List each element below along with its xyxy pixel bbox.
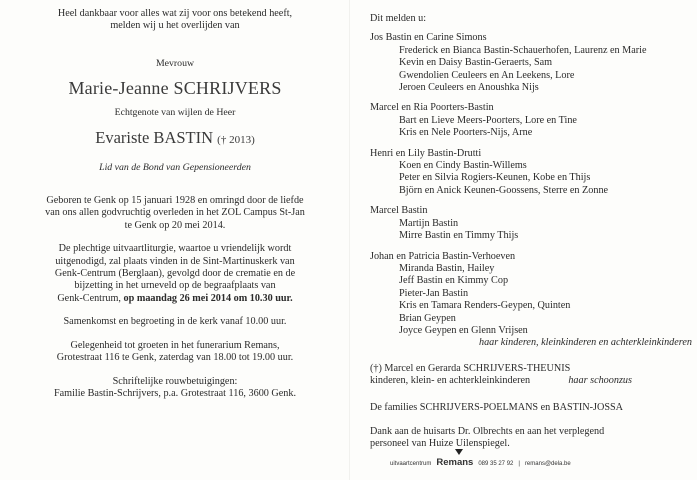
footer-email: remans@dela.be — [524, 461, 571, 467]
title-mevrouw: Mevrouw — [155, 57, 195, 69]
right-panel — [370, 13, 692, 451]
triangle-marker-icon — [455, 449, 463, 455]
deceased-name: Marie-Jeanne SCHRIJVERS — [68, 78, 282, 99]
theunis-children-line — [370, 375, 632, 387]
family-group — [370, 102, 692, 139]
family-member-line: Kris en Tamara Renders-Geypen, Quinten — [399, 300, 571, 312]
funeral-home-footer — [390, 457, 571, 468]
family-group — [370, 32, 692, 94]
gathering-text: Samenkomst en begroeting in de kerk vanaf 10.00 uur. — [63, 316, 287, 328]
family-member-line: Bart en Lieve Meers-Poorters, Lore en Tine — [399, 114, 577, 126]
footer-prefix: uitvaartcentrum — [390, 461, 432, 467]
paragraph-line: Schriftelijke rouwbetuigingen: — [112, 375, 238, 387]
theunis-line: (†) Marcel en Gerarda SCHRIJVERS-THEUNIS — [370, 362, 571, 374]
intro-text — [14, 8, 336, 33]
family-group — [370, 148, 692, 198]
family-group-head: Marcel en Ria Poorters-Bastin — [370, 102, 494, 114]
paragraph-line: van ons allen godvruchtig overleden in het ZOL Campus St-Jan — [45, 207, 305, 219]
families-line: De families SCHRIJVERS-POELMANS en BASTIN-JOSSA — [370, 401, 624, 413]
thanks-line: Dank aan de huisarts Dr. Olbrechts en aan het verplegend — [370, 425, 605, 437]
family-member-line: Koen en Cindy Bastin-Willems — [399, 160, 527, 172]
intro-line: melden wij u het overlijden van — [110, 20, 240, 32]
spouse-name-line — [14, 128, 336, 150]
condolence-paragraph — [14, 376, 336, 401]
theunis-children: kinderen, klein- en achterkleinkinderen — [370, 375, 531, 387]
family-member-line: Kris en Nele Poorters-Nijs, Arne — [399, 127, 533, 139]
membership: Lid van de Bond van Gepensioneerden — [99, 161, 251, 173]
family-member-line: Frederick en Bianca Bastin-Schauerhofen, Laurenz en Marie — [399, 44, 647, 56]
paragraph-line: Familie Bastin-Schrijvers, p.a. Grotestraat 116, 3600 Genk. — [53, 387, 297, 399]
paragraph-line: te Genk op 20 mei 2014. — [124, 219, 226, 231]
footer-phone: 089 35 27 92 — [478, 461, 514, 467]
paragraph-line: uitgenodigd, zal plaats vinden in de Sint-Martinuskerk van — [55, 255, 295, 267]
family-member-line: Brian Geypen — [399, 312, 456, 324]
spouse-death-year: († 2013) — [217, 133, 255, 146]
family-groups — [370, 32, 692, 337]
family-group — [370, 251, 692, 338]
intro-line: Heel dankbaar voor alles wat zij voor ons betekend heeft, — [57, 8, 293, 19]
paragraph-line: De plechtige uitvaartliturgie, waartoe u vriendelijk wordt — [58, 243, 292, 255]
spouse-intro: Echtgenote van wijlen de Heer — [114, 107, 236, 119]
left-panel — [14, 8, 336, 400]
card-fold — [349, 0, 350, 480]
family-member-line: Mirre Bastin en Timmy Thijs — [399, 230, 519, 242]
family-member-line: Kevin en Daisy Bastin-Geraerts, Sam — [399, 57, 553, 69]
family-member-line: Jeff Bastin en Kimmy Cop — [399, 275, 509, 287]
paragraph-line: Geboren te Genk op 15 januari 1928 en omringd door de liefde — [46, 195, 304, 207]
family-member-line: Peter en Silvia Rogiers-Keunen, Kobe en Thijs — [399, 172, 591, 184]
family-heading: Dit melden u: — [370, 13, 427, 24]
thanks-line: personeel van Huize Uilenspiegel. — [370, 438, 510, 450]
grandchildren-note: haar kinderen, kleinkinderen en achterkleinkinderen — [478, 337, 692, 349]
ceremony-datetime: op maandag 26 mei 2014 om 10.30 uur. — [123, 292, 293, 304]
family-group-head: Marcel Bastin — [370, 205, 428, 217]
ceremony-paragraph — [14, 243, 336, 305]
thanks-paragraph — [370, 426, 692, 451]
paragraph-line: bijzetting in het urneveld op de begraafplaats van — [74, 280, 276, 292]
family-group-head: Jos Bastin en Carine Simons — [370, 32, 487, 44]
theunis-block — [370, 363, 692, 388]
family-member-line: Joyce Geypen en Glenn Vrijsen — [399, 324, 528, 336]
family-member-line: Björn en Anick Keunen-Goossens, Sterre en Zonne — [399, 184, 609, 196]
paragraph-line: Grotestraat 116 te Genk, zaterdag van 18.00 tot 19.00 uur. — [56, 352, 294, 364]
family-group-head: Henri en Lily Bastin-Drutti — [370, 147, 482, 159]
family-member-line: Pieter-Jan Bastin — [399, 287, 469, 299]
family-group — [370, 205, 692, 242]
ceremony-place: Genk-Centrum, — [57, 292, 121, 304]
paragraph-line — [14, 293, 336, 305]
spouse-name: Evariste BASTIN — [95, 127, 214, 147]
family-member-line: Miranda Bastin, Hailey — [399, 262, 495, 274]
paragraph-line: Gelegenheid tot groeten in het funerarium Remans, — [70, 339, 280, 351]
paragraph-line: Genk-Centrum (Berglaan), gevolgd door de crematie en de — [54, 268, 296, 280]
family-group-head: Johan en Patricia Bastin-Verhoeven — [370, 250, 516, 262]
family-member-line: Martijn Bastin — [399, 217, 459, 229]
visitation-paragraph — [14, 340, 336, 365]
footer-separator: | — [518, 461, 520, 467]
footer-brand: Remans — [436, 457, 474, 468]
family-member-line: Gwendolien Ceuleers en An Leekens, Lore — [399, 69, 575, 81]
theunis-note: haar schoonzus — [568, 375, 632, 387]
birth-death-paragraph — [14, 195, 336, 232]
family-member-line: Jeroen Ceuleers en Anoushka Nijs — [399, 82, 539, 94]
